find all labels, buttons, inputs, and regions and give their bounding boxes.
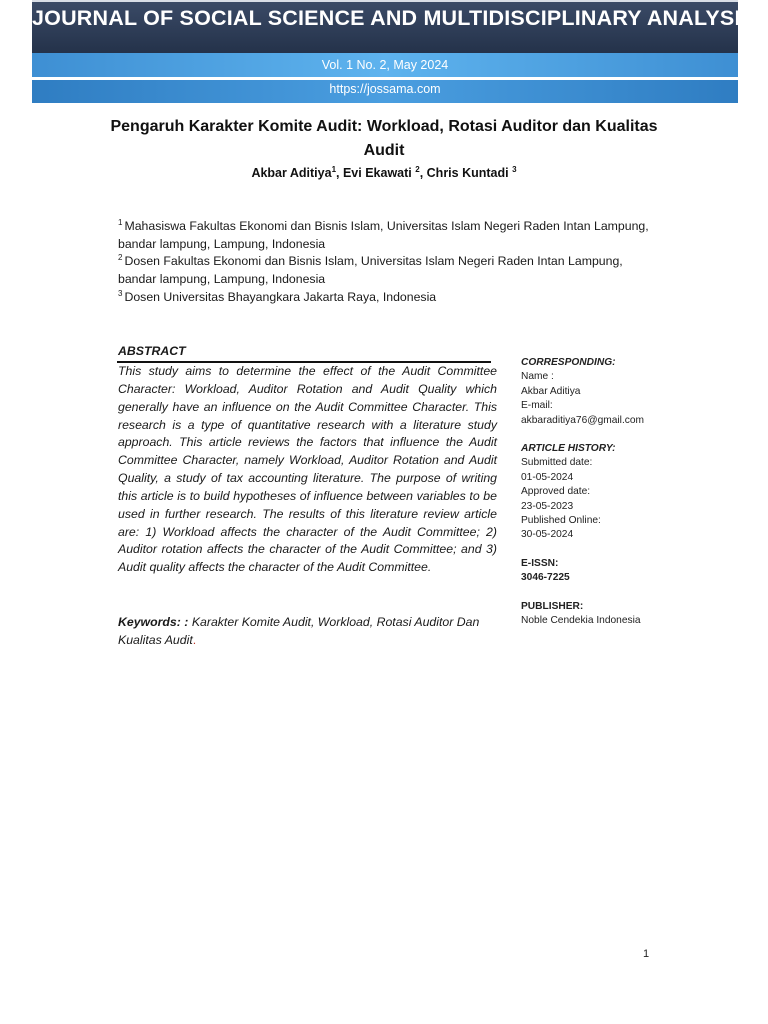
author-list: Akbar Aditiya$^1$, Evi Ekawati $^2$, Chris Kuntadi $^3$ [251,164,517,180]
journal-url[interactable]: https://jossama.com [329,82,441,96]
publisher-name: Noble Cendekia Indonesia [521,615,641,627]
author-name: Evi Ekawati [342,166,412,180]
keywords-text: Karakter Komite Audit, Workload, Rotasi Auditor Dan Kualitas Audit [118,615,480,647]
keywords-end: . [192,633,197,647]
author-sup: 2 [415,164,420,174]
publisher-label: PUBLISHER: [521,600,584,612]
approved-label: Approved date: [521,486,591,498]
corresponding-email[interactable]: akbaraditiya76@gmail.com [521,414,645,426]
approved-date: 23-05-2023 [521,500,574,512]
affiliation-sup: 1 [118,217,123,227]
affiliation-item [118,218,658,253]
eissn-value: 3046-7225 [521,572,570,584]
affiliation-text: Dosen Fakultas Ekonomi dan Bisnis Islam, Universitas Islam Negeri Raden Intan Lampung, bandar lampung, Lampung, Indonesia [118,254,623,287]
corresponding-block [521,356,661,428]
journal-title: JOURNAL OF SOCIAL SCIENCE AND MULTIDISCIPLINARY ANALYSIS [32,6,756,30]
abstract-heading: ABSTRACT [118,344,186,358]
corresponding-name: Akbar Aditiya [521,385,581,397]
banner-url-band [32,80,738,103]
eissn-label: E-ISSN: [521,557,559,569]
author-sup: 1 [331,164,337,174]
publisher-block [521,600,661,629]
article-title: Pengaruh Karakter Komite Audit: Workload, Rotasi Auditor dan Kualitas Audit [110,118,658,159]
author-name: Akbar Aditiya [251,166,332,180]
submitted-date: 01-05-2024 [521,471,574,483]
banner-title-band [32,0,756,53]
author-name: Chris Kuntadi [426,166,509,180]
article-history-block [521,442,661,543]
published-date: 30-05-2024 [521,529,574,541]
affiliation-sup: 2 [118,253,123,263]
corresponding-label: CORRESPONDING: [521,357,616,368]
history-label: ARTICLE HISTORY: [521,443,616,455]
eissn-block [521,557,661,586]
keywords-label: Keywords: : [118,615,189,629]
email-label: E-mail: [521,400,553,412]
affiliation-sup: 3 [118,288,123,298]
affiliation-item [118,253,658,288]
page-number: 1 [642,948,650,960]
author-sup: 3 [512,164,517,174]
affiliation-text: Mahasiswa Fakultas Ekonomi dan Bisnis Islam, Universitas Islam Negeri Raden Intan Lampung, bandar lampung, Lampung, Indonesia [118,219,649,251]
keywords [118,613,497,649]
affiliations [118,218,658,307]
published-label: Published Online: [521,515,601,527]
name-label: Name : [521,371,554,383]
abstract-body: This study aims to determine the effect of the Audit Committee Character: Workload, Auditor Rotation and Audit Quality which generally have an influence on the Audit Committee Character. This research is a type of quantitative research with a literature study approach. This article reviews the factors that influence the Audit Committee Character, namely Workload, Auditor Rotation and Audit Quality, a study of tax accounting literature. The purpose of writing this article is to build hypotheses of influence between variables to be used in further research. The results of this literature review article are: 1) Workload affects the character of the Audit Committee; 2) Auditor rotation affects the character of the Audit Committee; and 3) Audit quality affects the character of the Audit Committee. [118,364,497,575]
journal-volume: Vol. 1 No. 2, May 2024 [321,58,449,72]
affiliation-item [118,289,658,307]
submitted-label: Submitted date: [521,457,593,469]
affiliation-text: Dosen Universitas Bhayangkara Jakarta Raya, Indonesia [124,289,437,304]
article-info-sidebar [521,356,661,643]
banner-volume-band [32,53,738,77]
journal-banner [32,0,756,103]
